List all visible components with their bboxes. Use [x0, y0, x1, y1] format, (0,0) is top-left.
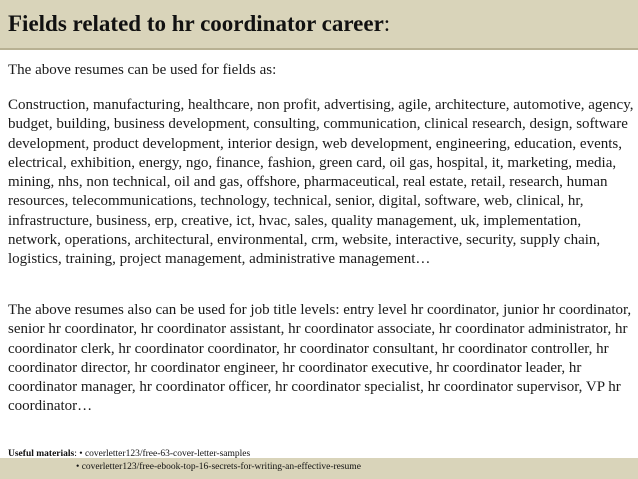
useful-materials [8, 448, 361, 473]
job-titles-paragraph: The above resumes also can be used for job title levels: entry level hr coordinator, junior hr coordinator, senior hr coordinator, hr coordinator assistant, hr coordinator associate, hr coordinator administrator, hr coordinator clerk, hr coordinator coordinator, hr coordinator consultant, hr coordinator controller, hr coordinator director, hr coordinator engineer, hr coordinator executive, hr coordinator leader, hr coordinator manager, hr coordinator officer, hr coordinator specialist, hr coordinator supervisor, VP hr coordinator… [8, 302, 632, 415]
useful-materials-link[interactable]: • coverletter123/free-ebook-top-16-secrets-for-writing-an-effective-resume [76, 461, 361, 472]
page-title [8, 11, 390, 37]
useful-materials-link[interactable]: • coverletter123/free-63-cover-letter-samples [79, 449, 251, 459]
title-bar [0, 0, 638, 50]
useful-materials-row-1 [8, 448, 361, 461]
useful-materials-label: Useful materials [8, 449, 75, 459]
useful-materials-separator: : [74, 449, 80, 459]
page-title-text: Fields related to hr coordinator career [8, 11, 384, 36]
page-title-colon: : [383, 11, 391, 36]
fields-paragraph: Construction, manufacturing, healthcare, non profit, advertising, agile, architecture, automotive, agency, budget, building, business development, consulting, communication, clinical research, design, software development, product development, interior design, web development, engineering, education, events, electrical, exhibition, energy, ngo, finance, fashion, green card, oil gas, hospital, it, marketing, media, mining, nhs, non technical, oil and gas, offshore, pharmaceutical, real estate, retail, research, human resources, telecommunications, technology, technical, senior, digital, software, web, clinical, hr, infrastructure, business, erp, creative, ict, hvac, sales, quality management, uk, implementation, network, operations, architectural, environmental, crm, website, interactive, security, supply chain, logistics, training, project management, administrative management… [8, 97, 634, 268]
useful-materials-row-2 [8, 461, 361, 474]
intro-text: The above resumes can be used for fields as: [8, 62, 277, 78]
